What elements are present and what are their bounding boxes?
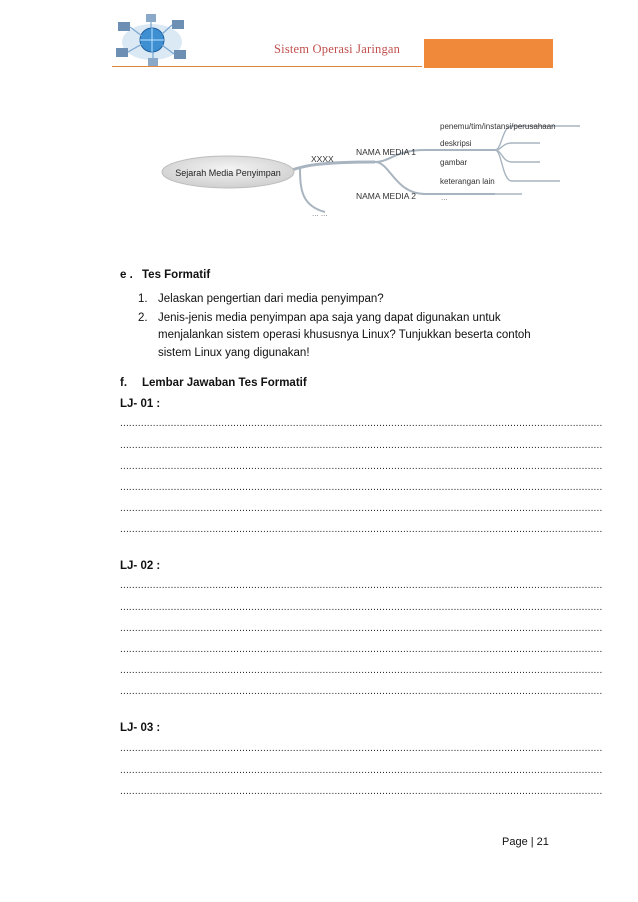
question-text: Jenis-jenis media penyimpan apa saja yang dapat digunakan untuk menjalankan sistem operasi khususnya Linux? Tunjukkan beserta contoh sistem Linux yang digunakan! <box>158 311 531 359</box>
connector-root-more <box>300 168 325 212</box>
answer-sheet-label: LJ- 03 : <box>120 722 161 734</box>
answer-dot-line: .................................................................................................................................................................. <box>120 623 603 634</box>
question-number: 2. <box>138 311 148 324</box>
section-e-title: Tes Formatif <box>142 269 211 281</box>
section-f-heading <box>120 377 307 389</box>
question-item <box>138 310 558 363</box>
answer-dot-line: .................................................................................................................................................................. <box>120 765 603 776</box>
section-f-title: Lembar Jawaban Tes Formatif <box>142 377 307 389</box>
header-divider <box>112 66 422 67</box>
answer-dot-line: .................................................................................................................................................................. <box>120 580 603 591</box>
connector-media1-child4 <box>495 150 560 181</box>
question-number: 1. <box>138 293 148 305</box>
mindmap-branch-more: ... ... <box>312 209 328 218</box>
mindmap-media1-child: penemu/tim/instansi/perusahaan <box>440 122 556 131</box>
mindmap-media1-child: deskripsi <box>440 139 472 148</box>
mindmap-media1-child: keterangan lain <box>440 177 495 186</box>
mindmap-branch-label: XXXX <box>311 154 334 164</box>
network-globe-logo <box>112 12 192 68</box>
header-title: Sistem Operasi Jaringan <box>274 42 401 56</box>
question-item <box>138 291 558 309</box>
answer-sheet-label: LJ- 02 : <box>120 560 161 572</box>
answer-dot-line: .................................................................................................................................................................. <box>120 524 603 535</box>
answer-dot-line: .................................................................................................................................................................. <box>120 602 603 613</box>
answer-dot-line: .................................................................................................................................................................. <box>120 743 603 754</box>
section-e-letter: e . <box>120 269 133 281</box>
page-number: Page | 21 <box>502 836 549 848</box>
answer-sheet-label: LJ- 01 : <box>120 398 161 410</box>
header-accent-bar <box>424 39 553 68</box>
connector-branch-media2 <box>375 162 425 194</box>
connector-media1-child2 <box>495 143 540 150</box>
question-text: Jelaskan pengertian dari media penyimpan? <box>158 293 384 305</box>
section-f-letter: f. <box>120 377 128 389</box>
mindmap-root-label: Sejarah Media Penyimpan <box>175 168 281 178</box>
section-e-heading <box>120 269 210 281</box>
answer-dot-line: .................................................................................................................................................................. <box>120 418 603 429</box>
answer-dot-line: .................................................................................................................................................................. <box>120 644 603 655</box>
mindmap-media2-child: ... <box>441 193 448 202</box>
mindmap-media1-child: gambar <box>440 158 468 167</box>
answer-dot-line: .................................................................................................................................................................. <box>120 482 603 493</box>
mindmap-media2-label: NAMA MEDIA 2 <box>356 191 416 201</box>
answer-dot-line: .................................................................................................................................................................. <box>120 503 603 514</box>
answer-dot-line: .................................................................................................................................................................. <box>120 440 603 451</box>
mindmap-media1-label: NAMA MEDIA 1 <box>356 147 416 157</box>
answer-dot-line: .................................................................................................................................................................. <box>120 786 603 797</box>
answer-dot-line: .................................................................................................................................................................. <box>120 461 603 472</box>
mindmap-diagram <box>150 110 590 230</box>
connector-media1-child3 <box>495 150 540 162</box>
answer-dot-line: .................................................................................................................................................................. <box>120 665 603 676</box>
question-list <box>138 291 558 363</box>
answer-dot-line: .................................................................................................................................................................. <box>120 686 603 697</box>
